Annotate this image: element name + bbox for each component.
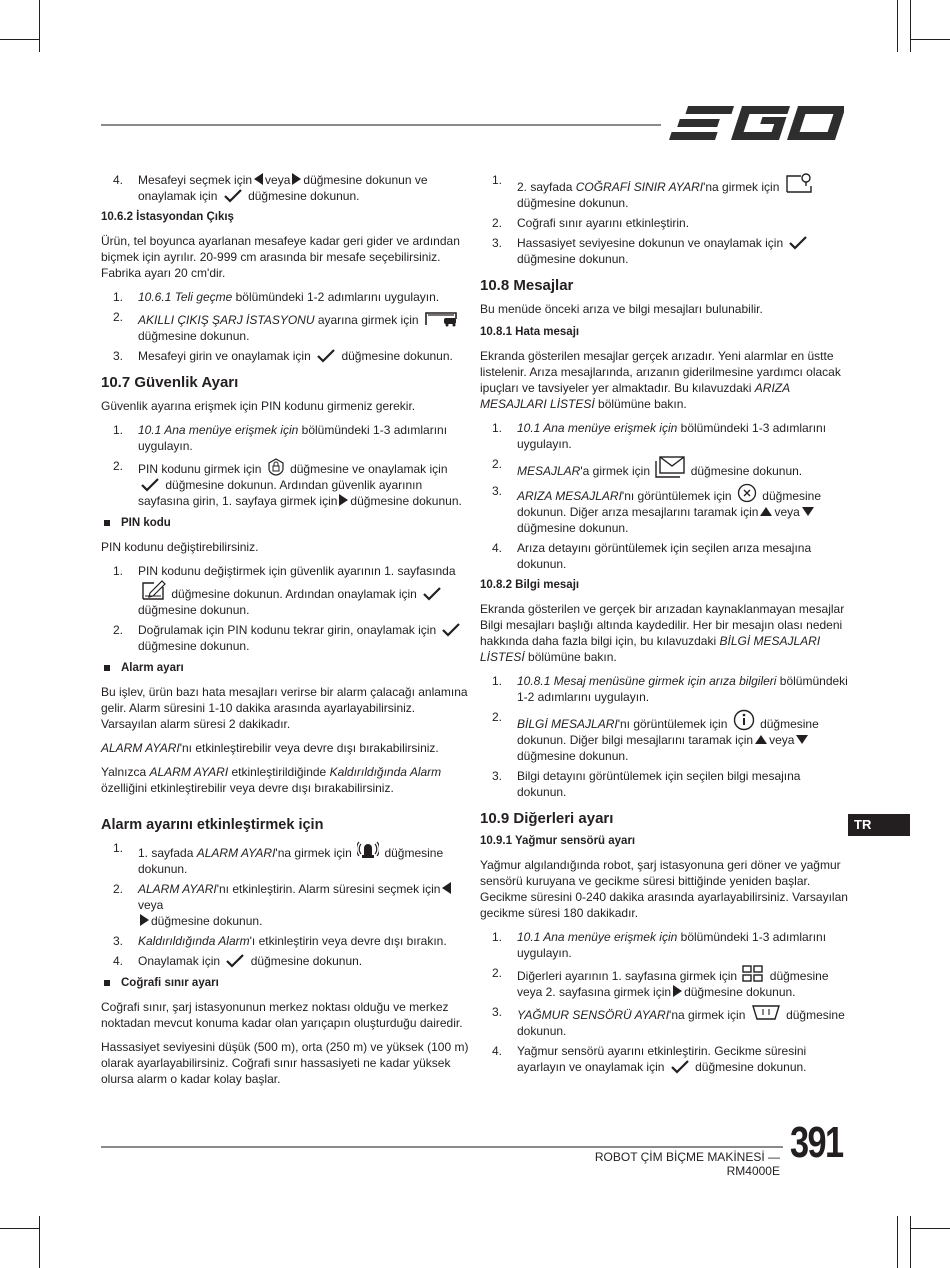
paragraph [101,740,469,756]
text: 'nı görüntülemek için [621,489,732,503]
text: veya [769,733,795,747]
item-number: 1. [492,173,503,187]
list-item [480,235,848,267]
text: 'na girmek için [275,846,352,860]
item-number: 3. [492,236,503,250]
text: düğmesine dokunun. [138,329,250,343]
right-arrow-icon [673,985,682,997]
check-icon [670,1060,690,1074]
reference: 10.6.1 Teli geçme [138,290,233,304]
text: veya [138,898,164,912]
list-item [480,172,848,211]
item-number: 4. [113,173,124,187]
text: düğmesine dokunun. [690,464,803,478]
text: düğmesine ve onaylamak için [290,462,448,476]
text: Bilgi detayını görüntülemek için seçilen bilgi mesajına dokunun. [517,769,801,799]
crop-mark [897,1216,898,1268]
edit-pin-icon [140,579,166,601]
item-number: 2. [113,882,124,896]
item-number: 3. [113,934,124,948]
reference: YAĞMUR SENSÖRÜ AYARI [517,1008,670,1022]
section-heading: 10.9 Diğerleri ayarı [480,810,614,827]
message-icon [655,456,685,478]
list-item [101,309,469,344]
list-item [101,622,469,654]
text: düğmesine dokunun. [250,954,363,968]
text: 'na girmek için [703,180,780,194]
header-rule [101,124,661,126]
list-item [101,422,469,454]
step-list [480,420,848,572]
text: 'na girmek için [669,1008,746,1022]
item-number: 1. [113,290,124,304]
step-list [101,422,469,509]
reference: 10.1 Ana menüye erişmek için [138,423,299,437]
step-list [480,172,848,267]
text: düğmesine dokunun ve onaylamak için [138,173,428,203]
rain-sensor-icon [751,1004,781,1022]
text: düğmesine dokunun. [138,846,444,876]
step-list [480,929,848,1075]
list-item [480,1004,848,1039]
text: PIN kodunu girmek için [138,462,262,476]
item-number: 3. [113,349,124,363]
down-arrow-icon [802,507,814,516]
language-tab: TR [848,814,910,836]
left-column [101,172,469,1095]
text: bölümündeki 1-2 adımlarını uygulayın. [232,290,440,304]
text: düğmesine dokunun. [138,639,250,653]
reference: Kaldırıldığında Alarm [138,934,250,948]
reference: ALARM AYARI [196,846,276,860]
list-item [480,1043,848,1075]
reference: ALARM AYARI [149,765,229,779]
reference: 10.1 Ana menüye erişmek için [517,930,678,944]
bullet-heading: PIN kodu [101,515,469,531]
text: Mesafeyi seçmek için [138,173,253,187]
alarm-icon [357,840,379,860]
section-heading: 10.6.2 İstasyondan Çıkış [101,211,234,223]
section-heading: Alarm ayarını etkinleştirmek için [101,817,324,833]
list-item [101,458,469,509]
check-icon [140,478,160,492]
grid-icon [742,965,764,983]
crop-mark [910,1228,950,1229]
check-icon [422,587,442,601]
check-icon [441,623,461,637]
text: 1. sayfada [138,846,197,860]
text: veya [774,505,800,519]
text: düğmesine dokunun. Ardından onaylamak için [171,587,417,601]
list-item [101,953,469,969]
list-item [480,965,848,1000]
item-number: 2. [492,216,503,230]
text: Arıza detayını görüntülemek için seçilen arıza mesajına dokunun. [517,541,812,571]
text: Diğerleri ayarının 1. sayfasına girmek için [517,969,738,983]
reference: COĞRAFİ SINIR AYARI [575,180,704,194]
item-number: 3. [492,484,503,498]
lock-icon [267,458,285,476]
step-list [480,673,848,800]
text: bölümündeki 1-3 adımlarını uygulayın. [517,421,827,451]
section-heading: 10.9.1 Yağmur sensörü ayarı [480,835,636,847]
section-heading: 10.7 Güvenlik Ayarı [101,374,239,391]
text: Mesafeyi girin ve onaylamak için [138,349,311,363]
text: düğmesine dokunun. [350,494,462,508]
item-number: 3. [492,769,503,783]
reference: BİLGİ MESAJLARI LİSTESİ [480,634,821,664]
paragraph: PIN kodunu değiştirebilirsiniz. [101,540,259,554]
reference: AKILLI ÇIKIŞ ŞARJ İSTASYONU [138,313,315,327]
list-item [101,348,469,364]
list-item [101,172,469,204]
check-icon [788,236,808,250]
footer-title: ROBOT ÇİM BİÇME MAKİNESİ — RM4000E [594,1150,780,1178]
list-item [480,215,848,231]
check-icon [223,189,243,203]
list-item [480,540,848,572]
text: veya [265,173,291,187]
text: düğmesine veya 2. sayfasına girmek için [517,969,829,999]
text: düğmesine dokunun. [341,349,453,363]
ego-logo [668,100,844,146]
text: Yağmur sensörü ayarını etkinleştirin. Gecikme süresini ayarlayın ve onaylamak için [517,1044,807,1074]
text: ayarına girmek için [314,313,419,327]
item-number: 2. [492,966,503,980]
list-item [480,456,848,479]
text: 'nı etkinleştirebilir veya devre dışı bırakabilirsiniz. [179,741,439,755]
text: bölümündeki 1-3 adımlarını uygulayın. [517,930,827,960]
paragraph: Hassasiyet seviyesini düşük (500 m), orta (250 m) ve yüksek (100 m) olarak ayarlayabilirsiniz. Coğrafi sınır hassasiyeti ne kadar yüksek olursa alarm o kadar kolay başlar. [101,1040,469,1086]
list-item [480,673,848,705]
text: Onaylamak için [138,954,221,968]
left-arrow-icon [442,882,451,894]
text: Coğrafi sınır ayarını etkinleştirin. [517,216,690,230]
bullet-heading: Coğrafi sınır ayarı [101,975,469,991]
list-item [480,929,848,961]
text: düğmesine dokunun. [151,914,263,928]
text: düğmesine dokunun. [248,189,360,203]
text: 'ı etkinleştirin veya devre dışı bırakın. [249,934,447,948]
paragraph [480,601,848,665]
right-arrow-icon [140,914,149,926]
text: düğmesine dokunun. Diğer arıza mesajlarını taramak için [517,489,822,519]
text: düğmesine dokunun. [517,749,629,763]
geo-fence-icon [785,172,813,194]
paragraph: Yağmur algılandığında robot, şarj istasyonuna geri döner ve yağmur sensörü kuruyana ve gecikme süresi bittiğinde yeniden başlar. Gecikme süresini 0-240 dakika arasında ayarlayabilirsiniz. Varsayılan gecikme süresi 180 dakikadır. [480,858,848,920]
text: düğmesine dokunun. [684,985,796,999]
paragraph: Coğrafi sınır, şarj istasyonunun merkez noktası olduğu ve merkez noktadan mevcut konuma kadar olan yarıçapın oluşturduğu dairedir. [101,1000,463,1030]
crop-mark [910,0,911,52]
item-number: 1. [492,930,503,944]
item-number: 3. [492,1005,503,1019]
text: Ekranda gösterilen mesajlar gerçek arızadır. Yeni alarmlar en üstte listelenir. Arıza mesajlarında, arızanın giderilmesine yardımcı olacak ipuçları ve tavsiyeler yer almaktadır. Bu kılavuzdaki [480,349,841,395]
left-arrow-icon [254,173,263,185]
crop-mark [39,0,40,52]
text: bölümündeki 1-2 adımlarını uygulayın. [517,674,848,704]
paragraph: Bu işlev, ürün bazı hata mesajları verirse bir alarm çalacağı anlamına gelir. Alarm süresini 1-10 dakika arasında ayarlayabilirsiniz. Varsayılan alarm süresi 2 dakikadır. [101,685,468,731]
item-number: 4. [492,541,503,555]
bullet-heading: Alarm ayarı [101,660,469,676]
check-icon [225,954,245,968]
reference: ALARM AYARI [101,741,180,755]
text: düğmesine dokunun. [517,196,629,210]
text: düğmesine dokunun. [517,521,629,535]
text: düğmesine dokunun. [517,252,629,266]
text: PIN kodunu değiştirmek için güvenlik ayarının 1. sayfasında [138,564,456,578]
paragraph [101,764,469,796]
step-list [101,172,469,204]
step-list [101,563,469,654]
text: düğmesine dokunun. Ardından güvenlik ayarının sayfasına girin, 1. sayfaya girmek için [138,478,423,508]
text: 2. sayfada [517,180,576,194]
text: bölümündeki 1-3 adımlarını uygulayın. [138,423,448,453]
paragraph: Bu menüde önceki arıza ve bilgi mesajları bulunabilir. [480,302,763,316]
text: 'nı görüntülemek için [617,717,728,731]
reference: 10.1 Ana menüye erişmek için [517,421,678,435]
reference: ALARM AYARI [138,882,217,896]
item-number: 1. [113,564,124,578]
page-number: 391 [790,1118,843,1167]
list-item [480,420,848,452]
list-item [101,840,469,877]
paragraph [480,348,848,412]
item-number: 4. [113,954,124,968]
text: Doğrulamak için PIN kodunu tekrar girin, onaylamak için [138,623,437,637]
down-arrow-icon [796,735,808,744]
text: düğmesine dokunun. Diğer bilgi mesajlarını taramak için [517,717,819,747]
list-item [101,563,469,618]
text: özelliğini etkinleştirebilir veya devre dışı bırakabilirsiniz. [101,781,394,795]
fault-icon [737,483,757,503]
item-number: 2. [113,459,124,473]
list-item [101,881,469,929]
text: Yalnızca [101,765,150,779]
step-list [101,840,469,969]
list-item [480,768,848,800]
reference: ARIZA MESAJLARI [517,489,622,503]
reference: ARIZA MESAJLARI LİSTESİ [480,381,790,411]
item-number: 1. [492,421,503,435]
crop-mark [39,1216,40,1268]
list-item [101,933,469,949]
list-item [101,289,469,305]
item-number: 2. [492,710,503,724]
item-number: 1. [113,423,124,437]
paragraph: Güvenlik ayarına erişmek için PIN kodunu girmeniz gerekir. [101,399,416,413]
text: 'a girmek için [580,464,651,478]
crop-mark [0,1228,40,1229]
item-number: 2. [492,457,503,471]
list-item [480,709,848,764]
item-number: 2. [113,310,124,324]
paragraph: Ürün, tel boyunca ayarlanan mesafeye kadar geri gider ve ardından biçmek için ayrılır. 20-999 cm arasında bir mesafe seçebilirsiniz. Fabrika ayarı 20 cm'dir. [101,234,460,280]
text: düğmesine dokunun. [138,603,250,617]
crop-mark [910,1216,911,1268]
item-number: 1. [492,674,503,688]
text: düğmesine dokunun. [517,1008,845,1038]
crop-mark [910,39,950,40]
text: 'nı etkinleştirin. Alarm süresini seçmek için [216,882,441,896]
section-heading: 10.8.2 Bilgi mesajı [480,579,580,591]
check-icon [316,349,336,363]
text: etkinleştirildiğinde [228,765,330,779]
info-icon [733,709,755,731]
text: bölümüne bakın. [594,397,687,411]
charging-station-icon [424,309,460,327]
reference: Kaldırıldığında Alarm [329,765,442,779]
item-number: 4. [492,1044,503,1058]
text: bölümüne bakın. [524,650,617,664]
item-number: 2. [113,623,124,637]
text: düğmesine dokunun. [695,1060,807,1074]
list-item [480,483,848,536]
crop-mark [897,0,898,52]
section-heading: 10.8.1 Hata mesajı [480,326,580,338]
reference: MESAJLAR [517,464,581,478]
text: Hassasiyet seviyesine dokunun ve onaylamak için [517,236,784,250]
section-heading: 10.8 Mesajlar [480,277,574,294]
step-list [101,289,469,364]
crop-mark [0,39,40,40]
right-arrow-icon [339,494,348,506]
item-number: 1. [113,841,124,855]
right-arrow-icon [292,173,301,185]
right-column [480,172,848,1081]
up-arrow-icon [755,735,767,744]
reference: BİLGİ MESAJLARI [517,717,618,731]
reference: 10.8.1 Mesaj menüsüne girmek için arıza bilgileri [517,674,777,688]
footer-rule [101,1146,783,1148]
text: Ekranda gösterilen ve gerçek bir arızadan kaynaklanmayan mesajlar Bilgi mesajları başlığı altında kaydedilir. Her bir mesajın olası nedeni hakkında daha fazla bilgi için, bu kılavuzdaki [480,602,845,648]
up-arrow-icon [760,507,772,516]
